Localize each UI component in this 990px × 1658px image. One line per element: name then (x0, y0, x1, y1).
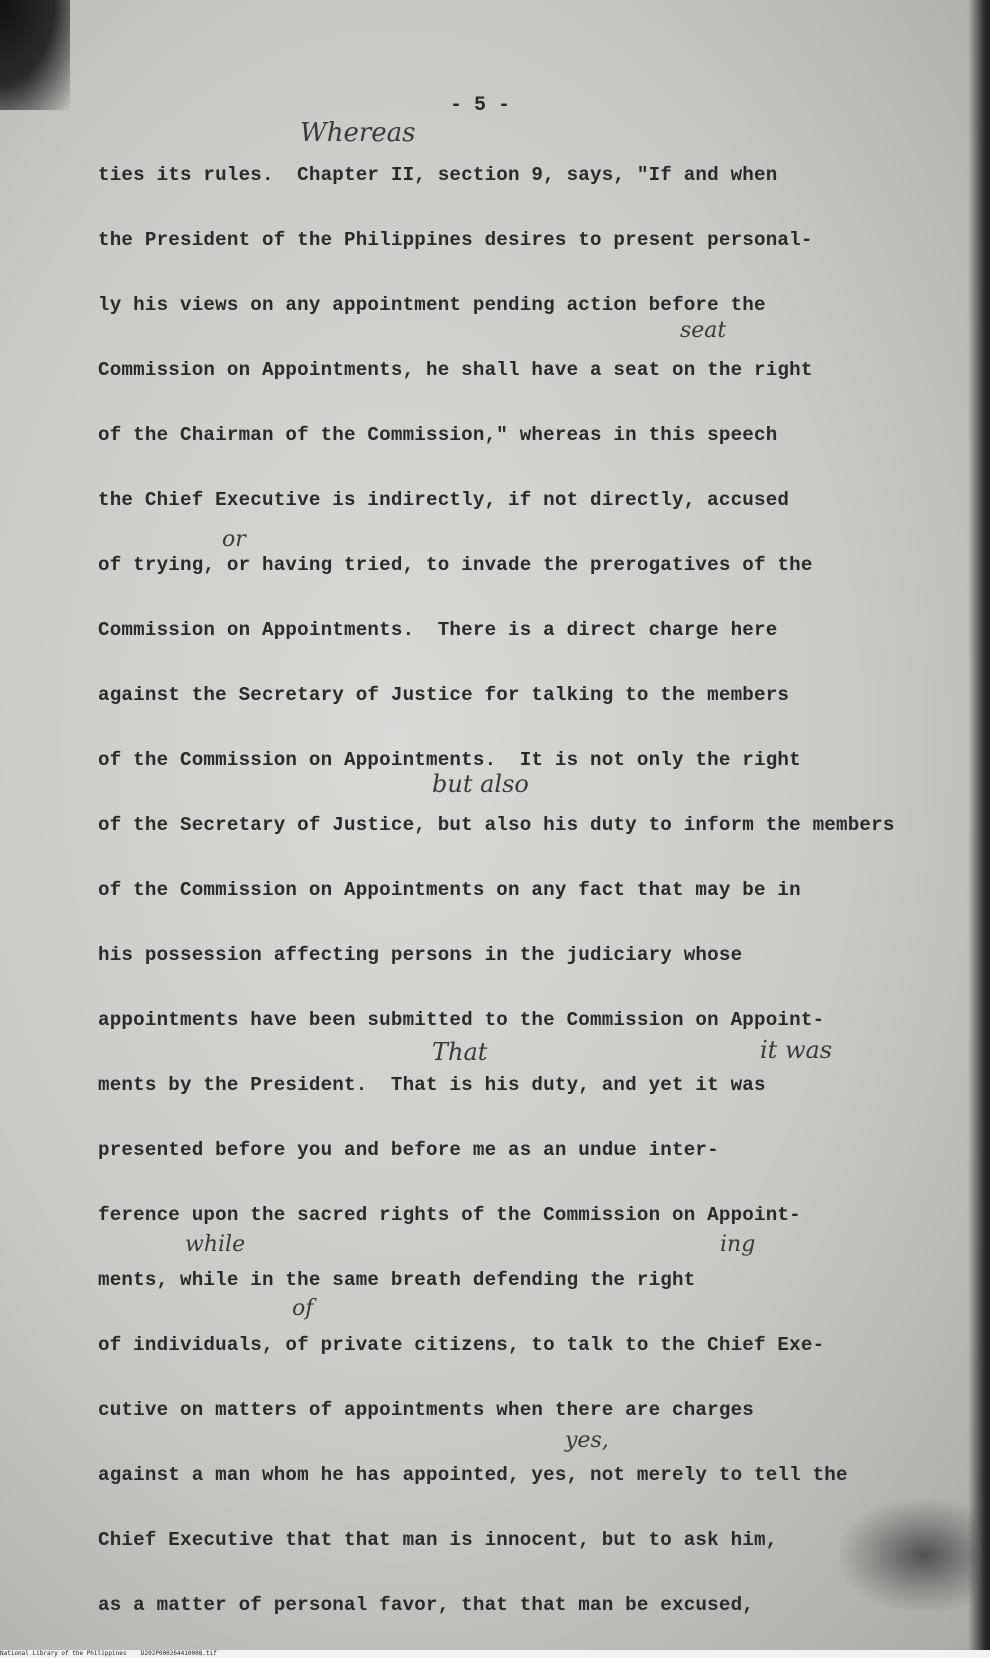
handwritten-annotation: but also (432, 770, 529, 798)
text-line: ly his views on any appointment pending action before the (98, 294, 766, 316)
text-line: of trying, or having tried, to invade the prerogatives of the (98, 554, 813, 576)
handwritten-annotation: yes, (565, 1428, 609, 1453)
text-line: appointments have been submitted to the Commission on Appoint- (98, 1009, 825, 1031)
text-line: ments by the President. That is his duty, and yet it was (98, 1074, 766, 1096)
text-line: against a man whom he has appointed, yes, not merely to tell the (98, 1464, 848, 1486)
footer-source: National Library of the Philippines (0, 1650, 127, 1657)
handwritten-annotation: while (185, 1232, 246, 1257)
handwritten-annotation: it was (760, 1036, 833, 1064)
handwritten-annotation: ing (720, 1232, 756, 1257)
typed-body-text (98, 155, 928, 1650)
text-line: of the Commission on Appointments. It is not only the right (98, 749, 801, 771)
text-line: ties its rules. Chapter II, section 9, says, "If and when (98, 164, 778, 186)
text-line: of the Secretary of Justice, but also his duty to inform the members (98, 814, 895, 836)
text-line: the President of the Philippines desires to present personal- (98, 229, 813, 251)
text-line: the Chief Executive is indirectly, if not directly, accused (98, 489, 790, 511)
handwritten-annotation: or (222, 527, 246, 552)
archive-footer (0, 1650, 990, 1658)
handwritten-annotation: of (292, 1296, 314, 1321)
scan-right-edge-shadow (968, 0, 990, 1650)
text-line: as a matter of personal favor, that that man be excused, (98, 1594, 755, 1616)
handwritten-annotation: Whereas (300, 118, 416, 148)
scan-corner-shadow (0, 0, 70, 110)
footer-file: D202P000264410008.tif (140, 1650, 217, 1657)
text-line: of the Chairman of the Commission," whereas in this speech (98, 424, 778, 446)
text-line: ments, while in the same breath defending the right (98, 1269, 696, 1291)
text-line: Commission on Appointments. There is a direct charge here (98, 619, 778, 641)
text-line: Chief Executive that that man is innocent, but to ask him, (98, 1529, 778, 1551)
text-line: cutive on matters of appointments when there are charges (98, 1399, 755, 1421)
text-line: ference upon the sacred rights of the Commission on Appoint- (98, 1204, 801, 1226)
text-line: of individuals, of private citizens, to talk to the Chief Exe- (98, 1334, 825, 1356)
text-line: his possession affecting persons in the judiciary whose (98, 944, 743, 966)
handwritten-annotation: That (432, 1038, 488, 1066)
text-line: presented before you and before me as an undue inter- (98, 1139, 719, 1161)
text-line: Commission on Appointments, he shall have a seat on the right (98, 359, 813, 381)
text-line: against the Secretary of Justice for talking to the members (98, 684, 790, 706)
handwritten-annotation: seat (680, 318, 727, 343)
page-number: - 5 - (449, 94, 510, 117)
text-line: of the Commission on Appointments on any fact that may be in (98, 879, 801, 901)
